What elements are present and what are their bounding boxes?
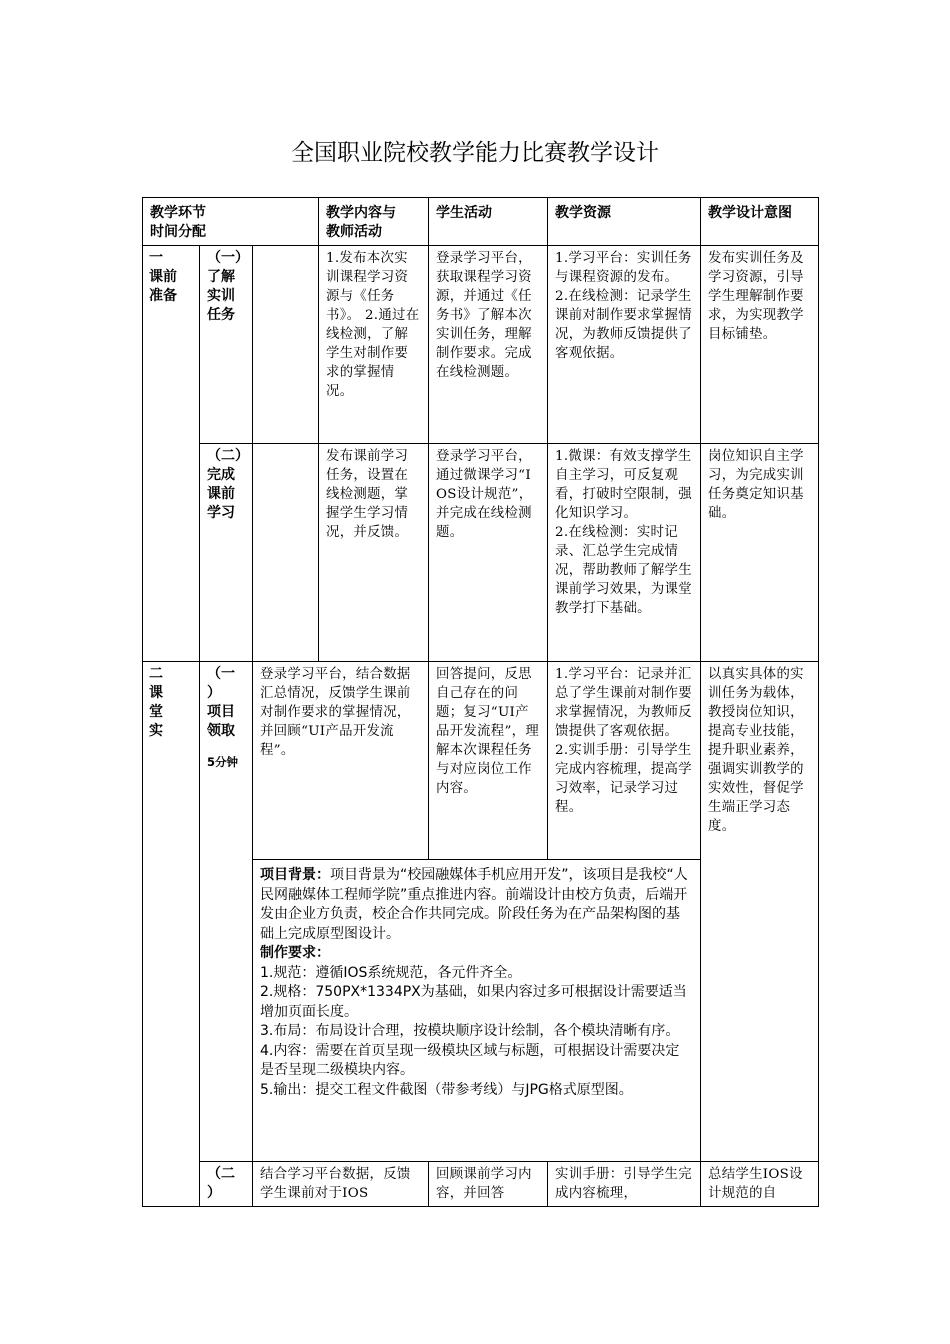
requirement-item: 2.规格：750PX*1334PX为基础，如果内容过多可根据设计需要适当增加页面长度。 [260, 984, 687, 1020]
student-activity-cell: 回顾课前学习内容，并回答 [429, 1162, 548, 1207]
subsection-label-line: 任务 [207, 307, 235, 323]
subsection-label-line: 实训 [207, 288, 235, 304]
project-background [260, 866, 693, 944]
section-label-line: 实 [149, 723, 163, 739]
subsection-label [200, 1162, 253, 1207]
requirement-item: 3.布局：布局设计合理，按模块顺序设计绘制，各个模块清晰有序。 [260, 1023, 680, 1039]
subsection-number-close: ） [207, 1185, 221, 1201]
subsection-label [200, 444, 253, 662]
subsection-label-line: 课前 [207, 486, 235, 502]
header-teacher-label: 教师活动 [326, 224, 383, 240]
resource-cell [548, 246, 701, 444]
header-student-activity: 学生活动 [429, 198, 548, 246]
resource-item: 2.在线检测：记录学生课前对制作要求掌握情况，为教师反馈提供了客观依据。 [555, 289, 692, 361]
section-label-line: 课前 [149, 269, 177, 285]
student-activity-cell: 登录学习平台，通过微课学习“IOS设计规范”，并完成在线检测题。 [429, 444, 548, 662]
requirements-heading: 制作要求： [260, 945, 330, 961]
teacher-activity-cell: 发布课前学习任务，设置在线检测题，掌握学生学习情况，并反馈。 [319, 444, 429, 662]
subsection-label-line: 项目 [207, 704, 235, 720]
table-row [143, 662, 819, 860]
header-time-label: 时间分配 [150, 224, 206, 240]
background-label: 项目背景： [260, 867, 330, 883]
subsection-number-close: ） [207, 685, 221, 701]
header-stage-time [143, 198, 319, 246]
time-allocation: 5分钟 [207, 755, 239, 769]
requirement-item: 1.规范：遵循IOS系统规范，各元件齐全。 [260, 964, 522, 981]
teacher-activity-cell: 登录学习平台，结合数据汇总情况，反馈学生课前对制作要求的掌握情况，并回顾“UI产品开发流程”。 [253, 662, 429, 860]
resource-item: 1.微课：有效支撑学生自主学习，可反复观看，打破时空限制，强化知识学习。 [555, 449, 692, 521]
section-label-line: 准备 [149, 288, 177, 304]
resource-cell [548, 662, 701, 860]
header-content-activity [319, 198, 429, 246]
header-stage-label: 教学环节 [150, 205, 206, 221]
section-label-line: 课 [149, 685, 163, 701]
section-label-line: 堂 [149, 704, 163, 720]
section-number: 一 [149, 250, 163, 266]
resource-item: 1.学习平台：实训任务与课程资源的发布。 [555, 251, 692, 285]
header-resources: 教学资源 [548, 198, 701, 246]
design-intent-cell: 总结学生IOS设计规范的自 [701, 1162, 819, 1207]
subsection-number: （二 [207, 1166, 235, 1182]
section-label-pre-class [143, 246, 200, 662]
resource-item: 2.在线检测：实时记录、汇总学生完成情况，帮助教师了解学生课前学习效果，为课堂教学打下基础。 [555, 525, 692, 616]
requirements-label [260, 944, 693, 964]
subsection-label [200, 662, 253, 1162]
resource-item: 2.实训手册：引导学生完成内容梳理，提高学习效率，记录学习过程。 [555, 743, 692, 815]
teacher-activity-cell: 结合学习平台数据，反馈学生课前对于IOS [253, 1162, 429, 1207]
table-row [143, 1162, 819, 1207]
table-row [143, 444, 819, 662]
subsection-label [200, 246, 253, 444]
design-intent-cell: 以真实具体的实训任务为载体，教授岗位知识，提高专业技能，提升职业素养，强调实训教学的实效性，督促学生端正学习态度。 [701, 662, 819, 1162]
subsection-number: （二） [207, 448, 249, 464]
project-background-cell [253, 860, 701, 1162]
teaching-design-table [142, 197, 819, 1207]
table-header-row [143, 198, 819, 246]
resource-item: 1.学习平台：记录并汇总了学生课前对制作要求掌握情况，为教师反馈提供了客观依据。 [555, 667, 692, 739]
section-label-in-class [143, 662, 200, 1207]
student-activity-cell: 登录学习平台，获取课程学习资源，并通过《任务书》了解本次实训任务，理解制作要求。完成在线检测题。 [429, 246, 548, 444]
empty-cell [253, 246, 319, 444]
subsection-label-line: 完成 [207, 467, 235, 483]
requirement-item: 5.输出：提交工程文件截图（带参考线）与JPG格式原型图。 [260, 1081, 633, 1098]
subsection-label-line: 了解 [207, 269, 235, 285]
teacher-activity-cell: 1.发布本次实训课程学习资源与《任务书》。 2.通过在线检测，了解学生对制作要求的掌握情况。 [319, 246, 429, 444]
header-content-label: 教学内容与 [326, 205, 397, 221]
design-intent-cell: 岗位知识自主学习，为完成实训任务奠定知识基础。 [701, 444, 819, 662]
resource-cell: 实训手册：引导学生完成内容梳理， [548, 1162, 701, 1207]
subsection-label-line: 学习 [207, 505, 235, 521]
subsection-label-line: 领取 [207, 723, 235, 739]
student-activity-cell: 回答提问，反思自己存在的问题；复习“UI产品开发流程”，理解本次课程任务与对应岗位工作内容。 [429, 662, 548, 860]
requirement-item: 4.内容：需要在首页呈现一级模块区域与标题，可根据设计需要决定是否呈现二级模块内容。 [260, 1042, 680, 1078]
background-text: 项目背景为“校园融媒体手机应用开发”，该项目是我校“人民网融媒体工程师学院”重点推进内容。前端设计由校方负责，后端开发由企业方负责，校企合作共同完成。阶段任务为在产品架构图的基础上完成原型图设计。 [260, 867, 688, 942]
page-title: 全国职业院校教学能力比赛教学设计 [291, 140, 659, 166]
table-row [143, 246, 819, 444]
header-design-intent: 教学设计意图 [701, 198, 819, 246]
subsection-number: （一） [207, 250, 249, 266]
section-number: 二 [149, 666, 163, 682]
resource-cell [548, 444, 701, 662]
empty-cell [253, 444, 319, 662]
design-intent-cell: 发布实训任务及学习资源，引导学生理解制作要求，为实现教学目标铺垫。 [701, 246, 819, 444]
subsection-number: （一 [207, 666, 235, 682]
